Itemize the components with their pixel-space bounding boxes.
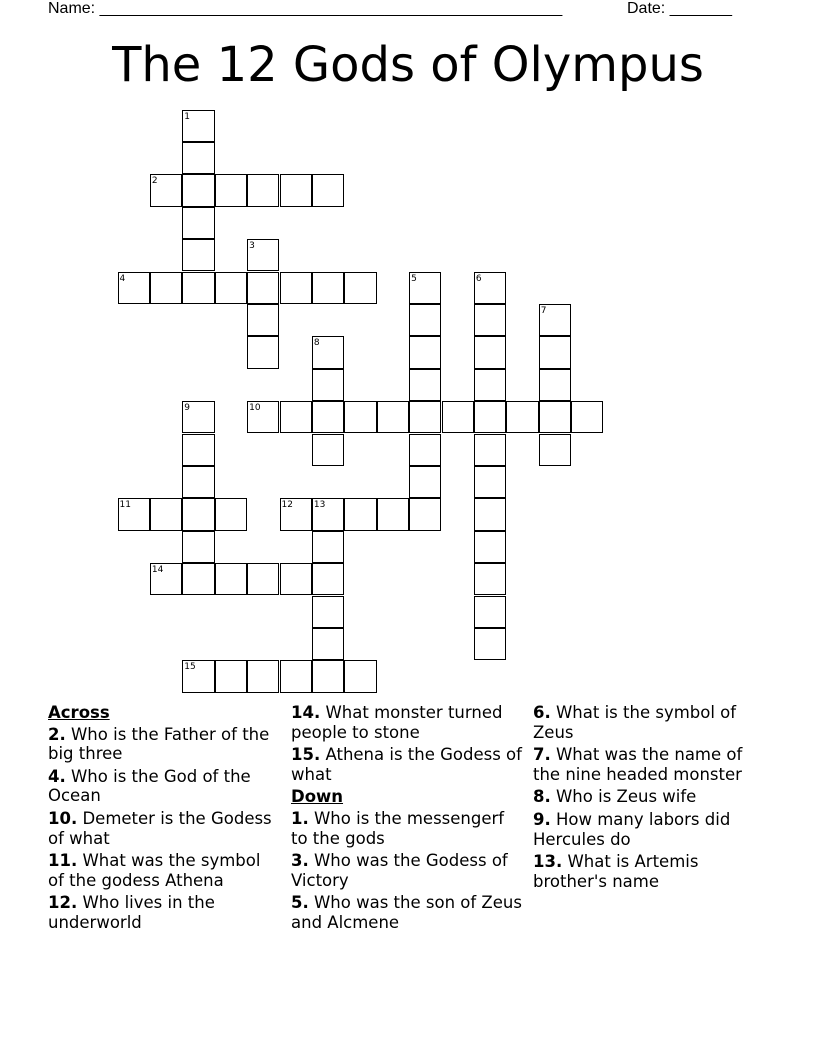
clue-down-6: 6. What is the symbol of Zeus [533,703,737,742]
cell-number: 1 [184,111,191,122]
grid-cell[interactable] [312,531,344,563]
grid-cell[interactable] [312,401,344,433]
grid-cell[interactable] [215,174,247,206]
grid-cell[interactable] [247,239,279,271]
grid-cell[interactable] [280,401,312,433]
cell-number: 10 [249,403,261,414]
clue-down-13: 13. What is Artemis brother's name [533,852,699,891]
grid-cell[interactable] [312,596,344,628]
cell-number: 14 [151,565,164,576]
grid-cell[interactable] [280,498,312,530]
grid-cell[interactable] [312,369,344,401]
grid-cell[interactable] [344,272,376,304]
grid-cell[interactable] [312,272,344,304]
grid-cell[interactable] [344,401,376,433]
grid-cell[interactable] [409,336,441,368]
grid-cell[interactable] [312,434,344,466]
grid-cell[interactable] [409,498,441,530]
grid-cell[interactable] [312,174,344,206]
grid-cell[interactable] [247,304,279,336]
clue-across-15: 15. Athena is the Godess of what [291,745,522,784]
cell-number: 15 [184,662,196,673]
grid-cell[interactable] [182,239,214,271]
grid-cell[interactable] [474,304,506,336]
grid-cell[interactable] [571,401,603,433]
grid-cell[interactable] [247,174,279,206]
grid-cell[interactable] [474,401,506,433]
clue-across-10: 10. Demeter is the Godess of what [48,808,272,848]
grid-cell[interactable] [409,304,441,336]
grid-cell[interactable] [312,336,344,368]
grid-cell[interactable] [280,660,312,692]
grid-cell[interactable] [182,498,214,530]
grid-cell[interactable] [182,174,214,206]
cell-number: 9 [184,403,191,414]
grid-cell[interactable] [150,563,182,595]
grid-cell[interactable] [409,466,441,498]
grid-cell[interactable] [474,434,506,466]
grid-cell[interactable] [182,531,214,563]
down-heading: Down [291,787,344,807]
grid-cell[interactable] [539,304,571,336]
grid-cell[interactable] [474,272,506,304]
grid-cell[interactable] [280,563,312,595]
grid-cell[interactable] [409,401,441,433]
across-heading: Across [48,703,110,722]
clue-across-14: 14. What monster turned people to stone [291,703,503,742]
grid-cell[interactable] [118,498,150,530]
cell-number: 12 [281,500,293,511]
clue-down-1: 1. Who is the messengerf to the gods [291,808,505,848]
cell-number: 8 [313,338,320,349]
grid-cell[interactable] [118,272,150,304]
clue-down-3: 3. Who was the Godess of Victory [291,851,508,890]
cell-number: 7 [540,305,547,316]
grid-cell[interactable] [215,272,247,304]
grid-cell[interactable] [215,498,247,530]
grid-cell[interactable] [539,369,571,401]
grid-cell[interactable] [474,596,506,628]
grid-cell[interactable] [312,498,344,530]
cell-number: 11 [119,500,131,511]
clue-across-4: 4. Who is the God of the Ocean [48,766,251,806]
grid-cell[interactable] [474,628,506,660]
grid-cell[interactable] [150,174,182,206]
grid-cell[interactable] [182,142,214,174]
grid-cell[interactable] [474,336,506,368]
cell-number: 13 [313,500,326,511]
grid-cell[interactable] [280,174,312,206]
grid-cell[interactable] [247,401,279,433]
grid-cell[interactable] [182,660,214,692]
grid-cell[interactable] [150,272,182,304]
clue-across-12: 12. Who lives in the underworld [48,893,215,932]
grid-cell[interactable] [344,498,376,530]
grid-cell[interactable] [409,434,441,466]
cell-number: 3 [249,241,255,252]
grid-cell[interactable] [539,401,571,433]
grid-cell[interactable] [182,401,214,433]
grid-cell[interactable] [215,660,247,692]
grid-cell[interactable] [182,272,214,304]
grid-cell[interactable] [182,563,214,595]
grid-cell[interactable] [377,401,409,433]
clue-down-7: 7. What was the name of the nine headed monster [533,745,743,784]
grid-cell[interactable] [506,401,538,433]
cell-number: 4 [119,273,126,284]
cell-number: 5 [411,273,417,284]
grid-cell[interactable] [442,401,474,433]
clues-column-1 [48,703,280,936]
grid-cell[interactable] [215,563,247,595]
date-field[interactable]: Date: _______ [627,0,732,17]
grid-cell[interactable] [182,110,214,142]
puzzle-title: The 12 Gods of Olympus [112,37,704,93]
grid-cell[interactable] [312,660,344,692]
clue-down-9: 9. How many labors did Hercules do [533,809,731,849]
clue-across-2: 2. Who is the Father of the big three [48,724,270,764]
grid-cell[interactable] [247,660,279,692]
grid-cell[interactable] [539,434,571,466]
cell-number: 6 [475,273,482,284]
grid-cell[interactable] [409,272,441,304]
grid-cell[interactable] [474,531,506,563]
grid-cell[interactable] [377,498,409,530]
clues-column-2 [291,703,523,936]
clue-down-5: 5. Who was the son of Zeus and Alcmene [291,893,522,932]
grid-cell[interactable] [344,660,376,692]
clues-column-3 [533,703,765,894]
grid-cell[interactable] [312,628,344,660]
clue-down-8: 8. Who is Zeus wife [533,787,697,807]
grid-cell[interactable] [182,466,214,498]
grid-cell[interactable] [312,563,344,595]
grid-cell[interactable] [182,434,214,466]
grid-cell[interactable] [474,369,506,401]
grid-cell[interactable] [150,498,182,530]
grid-cell[interactable] [409,369,441,401]
grid-cell[interactable] [474,466,506,498]
grid-cell[interactable] [474,498,506,530]
grid-cell[interactable] [280,272,312,304]
grid-cell[interactable] [247,336,279,368]
clue-across-11: 11. What was the symbol of the godess Athena [48,851,261,890]
cell-number: 2 [151,176,158,187]
grid-cell[interactable] [247,272,279,304]
grid-cell[interactable] [182,207,214,239]
grid-cell[interactable] [539,336,571,368]
grid-cell[interactable] [474,563,506,595]
name-field[interactable]: Name: ____________________________________________________ [48,0,563,17]
grid-cell[interactable] [247,563,279,595]
